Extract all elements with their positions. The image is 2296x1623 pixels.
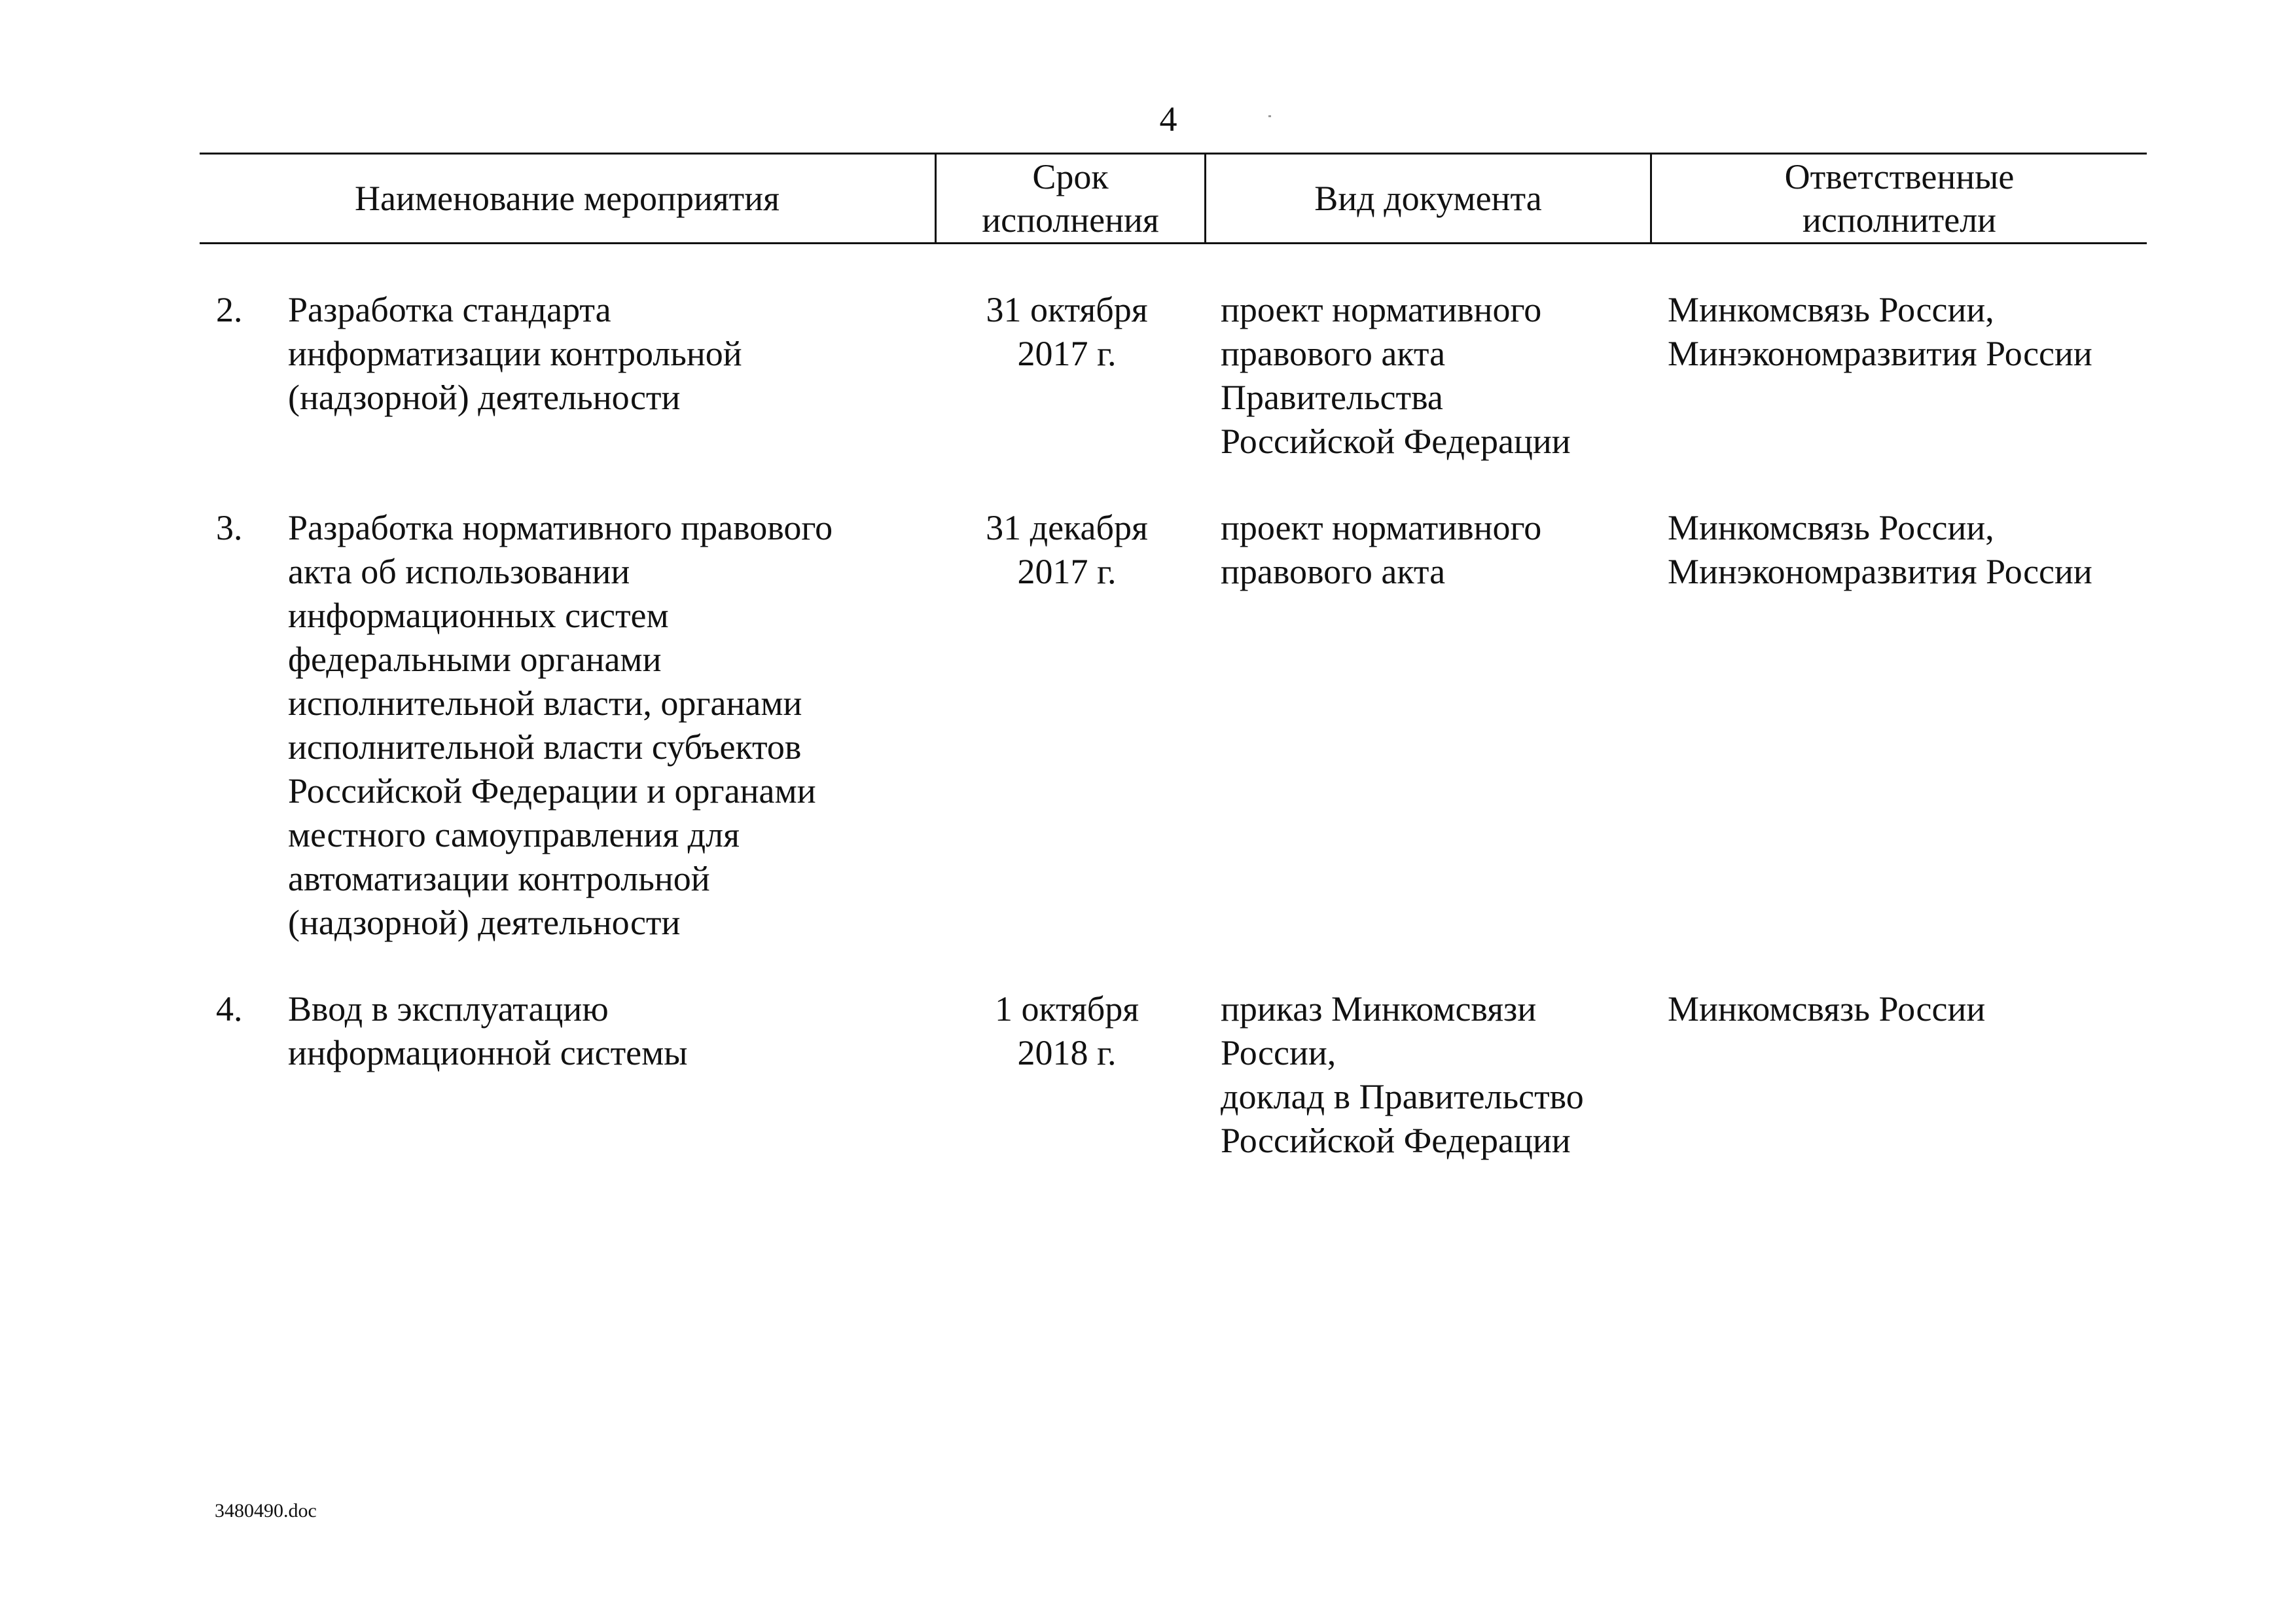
row-deadline: 31 декабря 2017 г. — [986, 508, 1148, 591]
row-deadline: 31 октября 2017 г. — [986, 290, 1148, 373]
row-responsible: Минкомсвязь России, Минэкономразвития России — [1668, 290, 2092, 373]
header-responsible-line1: Ответственные — [1784, 157, 2015, 196]
header-doctype-label: Вид документа — [1314, 179, 1542, 218]
row-name: Разработка нормативного правового акта об использовании информационных систем федеральными органами исполнительной власти, органами исполнительной власти субъектов Российской Федерации и органами местного самоуправления для автоматизации контрольной (надзорной) деятельности — [288, 508, 833, 942]
footer-filename: 3480490.doc — [215, 1500, 317, 1522]
header-responsible-line2: исполнители — [1802, 200, 1997, 240]
row-name: Разработка стандарта информатизации контрольной (надзорной) деятельности — [288, 290, 742, 417]
header-deadline-line2: исполнения — [982, 200, 1159, 240]
header-deadline — [937, 155, 1204, 242]
header-name-label: Наименование мероприятия — [354, 179, 780, 218]
row-name: Ввод в эксплуатацию информационной системы — [288, 989, 688, 1072]
row-number: 2. — [216, 290, 243, 329]
header-doctype — [1206, 155, 1650, 242]
row-number: 4. — [216, 989, 243, 1029]
scan-speck — [1268, 115, 1271, 117]
row-responsible: Минкомсвязь России — [1668, 989, 1986, 1029]
header-responsible — [1652, 155, 2147, 242]
row-responsible: Минкомсвязь России, Минэкономразвития России — [1668, 508, 2092, 591]
row-doctype: проект нормативного правового акта — [1221, 508, 1542, 591]
row-number: 3. — [216, 508, 243, 547]
header-name — [200, 155, 935, 242]
row-deadline: 1 октября 2018 г. — [994, 989, 1139, 1072]
row-doctype: проект нормативного правового акта Правительства Российской Федерации — [1221, 290, 1571, 461]
header-deadline-line1: Срок — [1032, 157, 1109, 196]
header-bottom-rule — [200, 242, 2147, 244]
page-number: 4 — [1159, 100, 1177, 139]
row-doctype: приказ Минкомсвязи России, доклад в Правительство Российской Федерации — [1221, 989, 1584, 1160]
